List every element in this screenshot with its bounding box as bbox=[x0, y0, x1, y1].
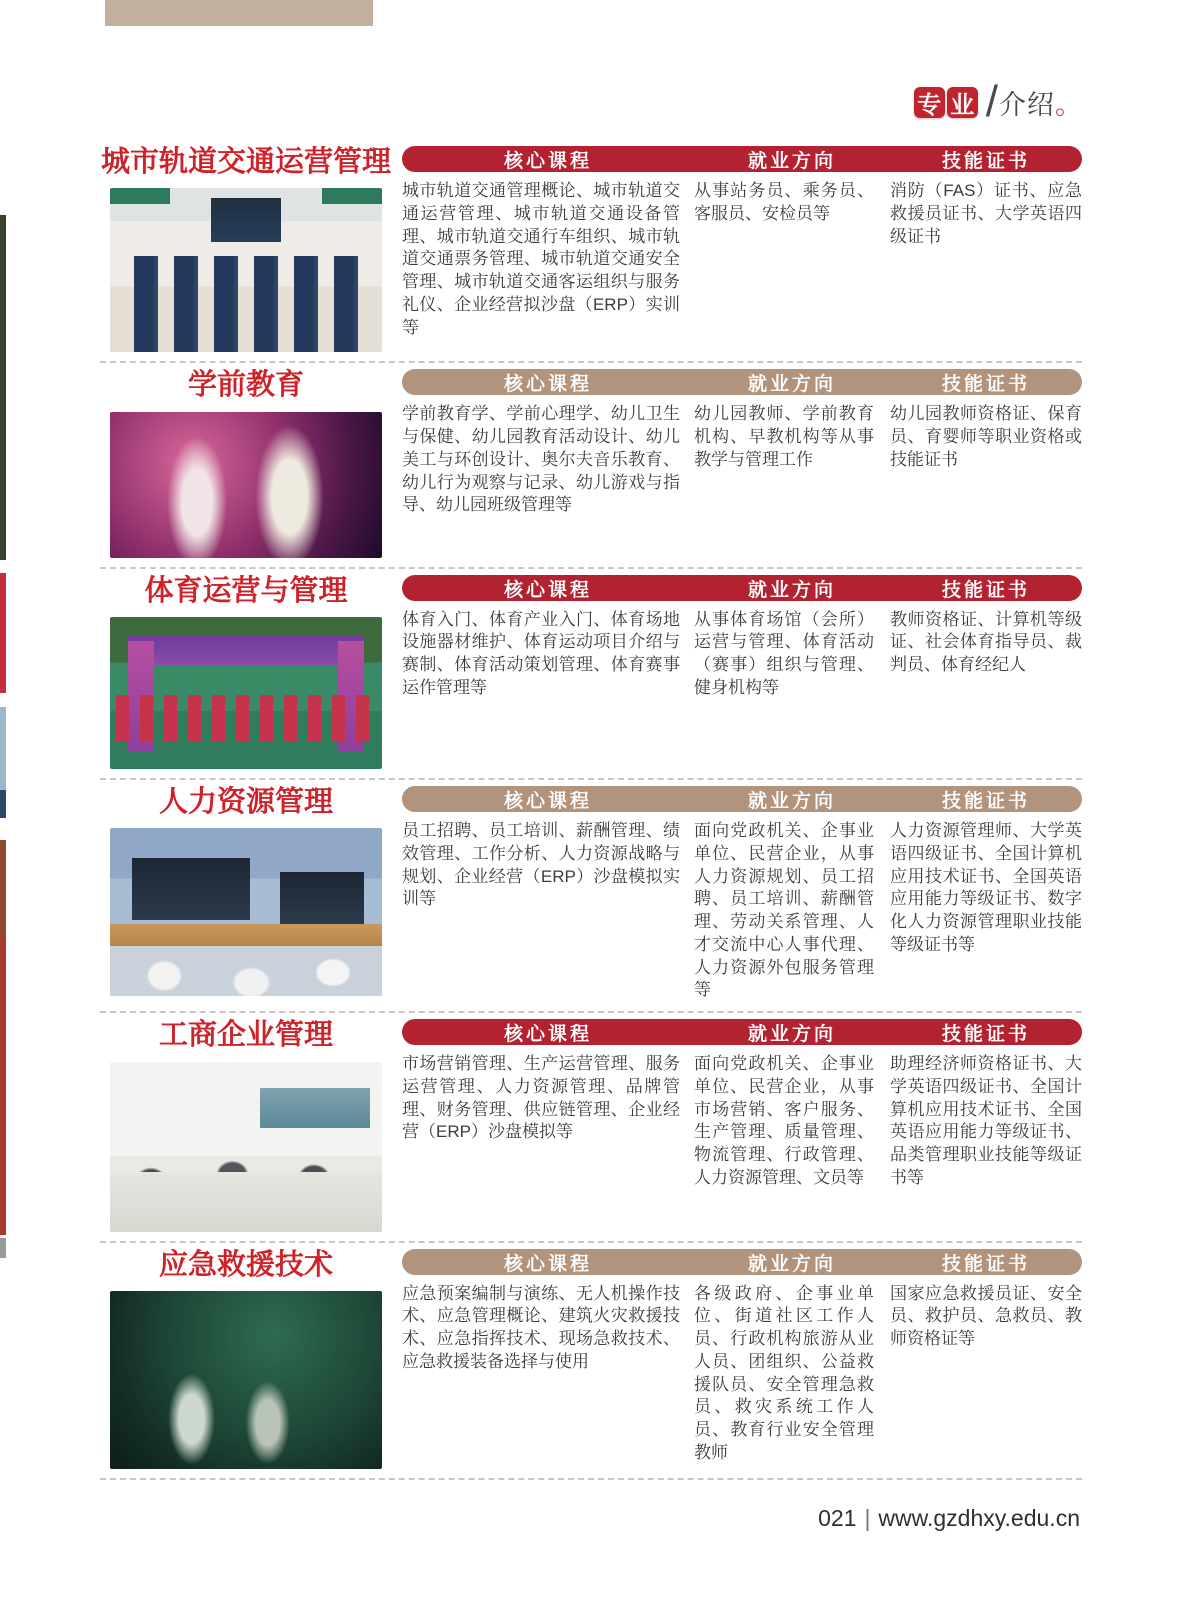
page-edge-strip bbox=[0, 935, 6, 1235]
majors-list bbox=[100, 140, 1082, 1480]
header-certificates: 技能证书 bbox=[941, 579, 1030, 601]
section-table bbox=[402, 575, 1082, 769]
header-employment: 就业方向 bbox=[747, 374, 836, 396]
business-administration-photo bbox=[110, 1062, 382, 1232]
header-certificates: 技能证书 bbox=[941, 374, 1030, 396]
table-body bbox=[402, 403, 1082, 517]
table-header-bar bbox=[402, 1019, 1082, 1045]
human-resources-photo bbox=[110, 828, 382, 996]
urban-rail-photo bbox=[110, 188, 382, 352]
header-employment: 就业方向 bbox=[747, 791, 836, 813]
table-header-bar bbox=[402, 575, 1082, 601]
major-title: 应急救援技术 bbox=[158, 1248, 333, 1281]
certificates-text: 人力资源管理师、大学英语四级证书、全国计算机应用技术证书、全国英语应用能力等级证书、数字化人力资源管理职业技能等级证书等 bbox=[890, 821, 1082, 954]
core-courses-text: 城市轨道交通管理概论、城市轨道交通运营管理、城市轨道交通设备管理、城市轨道交通行车组织、城市轨道交通票务管理、城市轨道交通安全管理、城市轨道交通客运组织与服务礼仪、企业经营拟沙盘（ERP）实训等 bbox=[402, 181, 680, 337]
section-preschool-education bbox=[100, 363, 1082, 566]
section-table bbox=[402, 786, 1082, 1002]
header-core-courses: 核心课程 bbox=[503, 1253, 592, 1275]
core-courses-text: 市场营销管理、生产运营管理、服务运营管理、人力资源管理、品牌管理、财务管理、供应链管理、企业经营（ERP）沙盘模拟等 bbox=[402, 1054, 680, 1142]
emergency-rescue-photo bbox=[110, 1291, 382, 1469]
section-table bbox=[402, 146, 1082, 352]
header-certificates: 技能证书 bbox=[941, 791, 1030, 813]
employment-text: 面向党政机关、企事业单位、民营企业，从事市场营销、客户服务、生产管理、质量管理、物流管理、行政管理、人力资源管理、文员等 bbox=[694, 1054, 874, 1187]
table-body bbox=[402, 1283, 1082, 1465]
major-title: 人力资源管理 bbox=[158, 786, 333, 819]
table-header-bar bbox=[402, 369, 1082, 395]
page-edge-strip bbox=[0, 573, 6, 693]
major-title: 学前教育 bbox=[187, 369, 304, 402]
header-employment: 就业方向 bbox=[747, 1253, 836, 1275]
employment-text: 幼儿园教师、学前教育机构、早教机构等从事教学与管理工作 bbox=[694, 404, 874, 469]
section-left-column bbox=[100, 575, 392, 769]
section-divider bbox=[100, 1478, 1082, 1480]
core-courses-text: 学前教育学、学前心理学、幼儿卫生与保健、幼儿园教育活动设计、幼儿美工与环创设计、奥尔夫音乐教育、幼儿行为观察与记录、幼儿游戏与指导、幼儿园班级管理等 bbox=[402, 404, 680, 515]
header-certificates: 技能证书 bbox=[941, 151, 1030, 172]
certificates-text: 国家应急救援员证、安全员、救护员、急救员、教师资格证等 bbox=[890, 1283, 1082, 1349]
section-human-resources bbox=[100, 780, 1082, 1011]
major-title: 体育运营与管理 bbox=[144, 574, 348, 607]
section-business-administration bbox=[100, 1013, 1082, 1240]
core-courses-text: 应急预案编制与演练、无人机操作技术、应急管理概论、建筑火灾救援技术、应急指挥技术、现场急救技术、应急救援装备选择与使用 bbox=[402, 1283, 680, 1371]
employment-text: 从事站务员、乘务员、客服员、安检员等 bbox=[694, 181, 874, 223]
page-edge-strip bbox=[0, 840, 6, 935]
section-urban-rail bbox=[100, 140, 1082, 361]
table-header-bar bbox=[402, 786, 1082, 812]
section-left-column bbox=[100, 369, 392, 557]
core-courses-text: 体育入门、体育产业入门、体育场地设施器材维护、体育运动项目介绍与赛制、体育活动策划管理、体育赛事运作管理等 bbox=[402, 609, 680, 697]
page-header bbox=[914, 77, 1082, 126]
certificates-text: 幼儿园教师资格证、保育员、育婴师等职业资格或技能证书 bbox=[890, 404, 1082, 469]
section-left-column bbox=[100, 146, 392, 352]
header-core-courses: 核心课程 bbox=[503, 151, 592, 172]
table-header-bar bbox=[402, 1249, 1082, 1275]
employment-text: 各级政府、企事业单位、街道社区工作人员、行政机构旅游从业人员、团组织、公益救援队员、安全管理急救员、救灾系统工作人员、教育行业安全管理教师 bbox=[694, 1283, 874, 1462]
page-edge-strip bbox=[0, 215, 6, 560]
table-body bbox=[402, 609, 1082, 700]
major-title: 工商企业管理 bbox=[158, 1019, 333, 1052]
footer-separator: | bbox=[864, 1505, 871, 1531]
page-edge-strip bbox=[0, 1238, 6, 1258]
header-badge-char: 业 bbox=[947, 87, 978, 118]
header-title-rest: 介绍 bbox=[999, 89, 1055, 120]
header-core-courses: 核心课程 bbox=[503, 579, 592, 601]
page-edge-strip bbox=[0, 707, 6, 790]
table-body bbox=[402, 180, 1082, 339]
header-slash: / bbox=[985, 77, 998, 126]
header-core-courses: 核心课程 bbox=[503, 374, 592, 396]
core-courses-text: 员工招聘、员工培训、薪酬管理、绩效管理、工作分析、人力资源战略与规划、企业经营（ERP）沙盘模拟实训等 bbox=[402, 821, 680, 909]
page-edge-strip bbox=[0, 790, 6, 818]
page-footer bbox=[818, 1505, 1080, 1532]
section-table bbox=[402, 1249, 1082, 1469]
section-sports-management bbox=[100, 569, 1082, 778]
header-employment: 就业方向 bbox=[747, 151, 836, 172]
table-header-bar bbox=[402, 146, 1082, 172]
header-certificates: 技能证书 bbox=[941, 1253, 1030, 1275]
header-core-courses: 核心课程 bbox=[503, 791, 592, 813]
page-number: 021 bbox=[818, 1505, 857, 1531]
section-table bbox=[402, 369, 1082, 557]
header-employment: 就业方向 bbox=[747, 579, 836, 601]
certificates-text: 消防（FAS）证书、应急救援员证书、大学英语四级证书 bbox=[890, 181, 1082, 246]
section-table bbox=[402, 1019, 1082, 1231]
section-left-column bbox=[100, 786, 392, 1002]
section-emergency-rescue bbox=[100, 1243, 1082, 1478]
section-left-column bbox=[100, 1249, 392, 1469]
table-body bbox=[402, 820, 1082, 1002]
header-core-courses: 核心课程 bbox=[503, 1024, 592, 1046]
header-certificates: 技能证书 bbox=[941, 1024, 1030, 1046]
top-tan-bar bbox=[105, 0, 373, 26]
certificates-text: 助理经济师资格证书、大学英语四级证书、全国计算机应用技术证书、全国英语应用能力等级证书、品类管理职业技能等级证书等 bbox=[890, 1054, 1082, 1187]
employment-text: 面向党政机关、企事业单位、民营企业，从事人力资源规划、员工招聘、员工培训、薪酬管理、劳动关系管理、人才交流中心人事代理、人力资源外包服务管理等 bbox=[694, 821, 874, 1000]
employment-text: 从事体育场馆（会所）运营与管理、体育活动（赛事）组织与管理、健身机构等 bbox=[694, 609, 874, 697]
major-title: 城市轨道交通运营管理 bbox=[100, 146, 391, 178]
website-url: www.gzdhxy.edu.cn bbox=[878, 1505, 1080, 1531]
table-body bbox=[402, 1053, 1082, 1190]
header-employment: 就业方向 bbox=[747, 1024, 836, 1046]
section-left-column bbox=[100, 1019, 392, 1231]
sports-management-photo bbox=[110, 617, 382, 769]
header-badge-char: 专 bbox=[914, 87, 945, 118]
header-period: 。 bbox=[1055, 89, 1082, 120]
preschool-education-photo bbox=[110, 412, 382, 558]
certificates-text: 教师资格证、计算机等级证、社会体育指导员、裁判员、体育经纪人 bbox=[890, 609, 1082, 675]
